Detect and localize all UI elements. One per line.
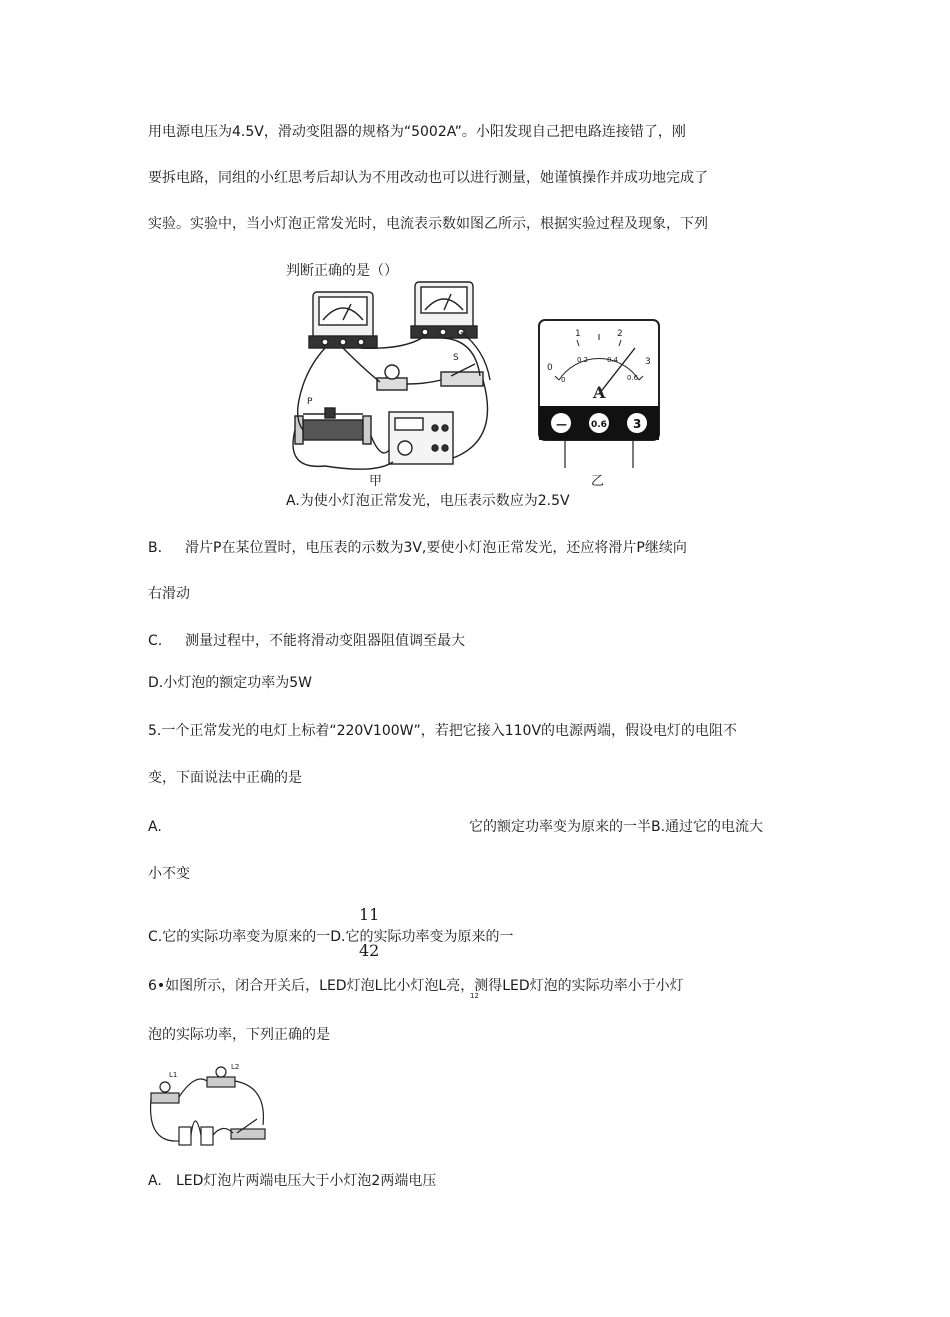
q6-subscript: 12 [470,992,479,1000]
rheostat-icon [295,408,371,444]
lamp-icon [377,365,407,390]
scale-bottom-3: 0.6 [627,374,639,382]
q5-line-1: 5.一个正常发光的电灯上标着“220V100W”，若把它接入110V的电源两端，假设电灯的电阻不 [148,723,738,739]
q6-option-a-text: LED灯泡片两端电压大于小灯泡2两端电压 [176,1173,437,1189]
text-line-2: 要拆电路，同组的小红思考后却认为不用改动也可以进行测量，她谨慎操作并成功地完成了 [148,170,708,186]
power-supply-icon [389,412,453,464]
figure-caption-jia: 甲 [369,474,383,489]
q6-line-2: 泡的实际功率，下列正确的是 [148,1027,330,1043]
scale-bottom-0: 0 [561,376,566,384]
option-a: A.为使小灯泡正常发光，电压表示数应为2.5V [286,493,570,509]
switch-icon [441,364,483,386]
scale-top-3: 3 [645,357,651,367]
option-b-text: 滑片P在某位置时，电压表的示数为3V,要使小灯泡正常发光，还应将滑片P继续向 [185,540,687,556]
q6-line-1: 6•如图所示，闭合开关后，LED灯泡L比小灯泡L亮，测得LED灯泡的实际功率小于小灯 [148,978,684,994]
figure-caption-yi: 乙 [591,474,605,489]
q5-option-a-continued: 小不变 [148,866,190,882]
lamp-label-2: L2 [231,1063,240,1071]
terminal-0-6: 0.6 [591,420,607,430]
scale-top-0: 0 [547,363,553,373]
rheostat-label: P [307,397,313,407]
voltmeter-icon [309,292,377,348]
option-b-label: B. [148,540,163,556]
ammeter-figure-yi [537,318,661,478]
fraction-numerators: 11 [359,905,380,924]
text-line-1: 用电源电压为4.5V，滑动变阻器的规格为“5002A”。小阳发现自己把电路连接错了，刚 [148,124,686,140]
ammeter-device-icon [411,282,477,338]
q6-option-a-label: A. [148,1173,162,1189]
terminal-3: 3 [633,417,642,431]
lamp-label-1: L1 [169,1071,178,1079]
series-circuit-figure [147,1063,273,1157]
fraction-denominators: 42 [359,941,380,960]
option-c-text: 测量过程中，不能将滑动变阻器阻值调至最大 [185,633,465,649]
terminal-minus: — [556,418,567,431]
text-line-3: 实验。实验中，当小灯泡正常发光时，电流表示数如图乙所示，根据实验过程及现象，下列 [148,216,708,232]
text-line-4: 判断正确的是（） [286,263,398,279]
scale-bottom-1: 0.2 [577,356,589,364]
option-d: D.小灯泡的额定功率为5W [148,675,312,691]
option-c-label: C. [148,633,163,649]
q5-option-a-label: A. [148,819,162,835]
q5-option-a-text: 它的额定功率变为原来的一半B.通过它的电流大 [469,819,764,835]
scale-top-1: 1 [575,329,581,339]
ammeter-letter: A [593,383,606,402]
q5-option-c-d: C.它的实际功率变为原来的一D.它的实际功率变为原来的一 [148,929,514,945]
scale-bottom-2: 0.4 [607,356,619,364]
switch-label: S [453,353,459,363]
circuit-figure-jia [285,280,515,490]
scale-top-2: 2 [617,329,623,339]
q5-line-2: 变，下面说法中正确的是 [148,770,302,786]
option-b-continued: 右滑动 [148,586,190,602]
